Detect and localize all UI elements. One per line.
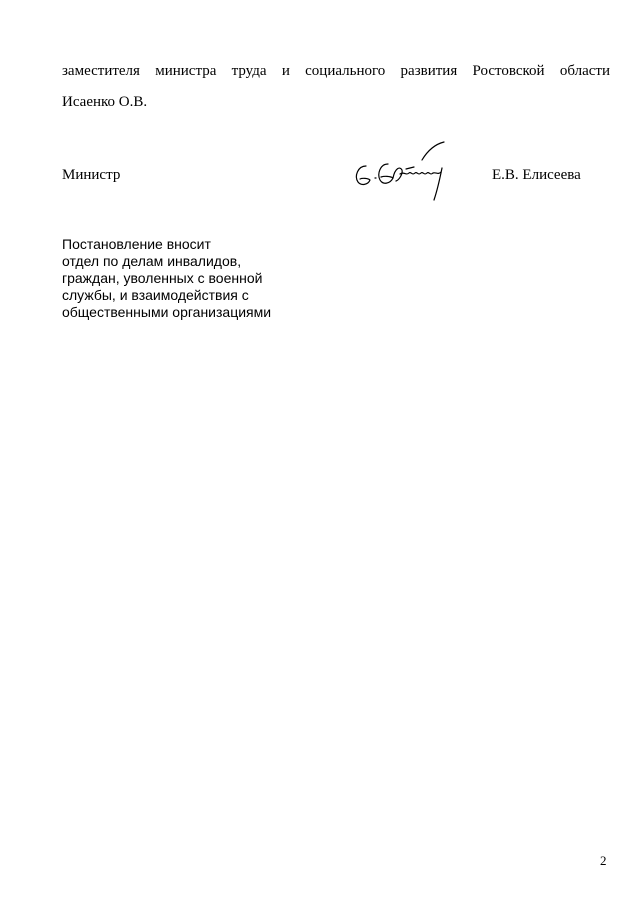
note-line: отдел по делам инвалидов, bbox=[62, 253, 242, 269]
note-line: Постановление вносит bbox=[62, 236, 211, 252]
body-text-line-1: заместителя министра труда и социального развития Ростовской области bbox=[62, 63, 610, 79]
note-line: службы, и взаимодействия с bbox=[62, 287, 249, 303]
signer-role: Министр bbox=[62, 167, 121, 183]
note-line: общественными организациями bbox=[62, 304, 272, 320]
body-text-line-2: Исаенко О.В. bbox=[62, 94, 148, 110]
note-line: граждан, уволенных с военной bbox=[62, 270, 263, 286]
signature-row bbox=[0, 160, 640, 220]
page-number: 2 bbox=[600, 853, 607, 868]
signer-name: Е.В. Елисеева bbox=[492, 167, 581, 183]
handwritten-signature bbox=[348, 138, 456, 210]
submitted-by-note bbox=[62, 236, 271, 321]
